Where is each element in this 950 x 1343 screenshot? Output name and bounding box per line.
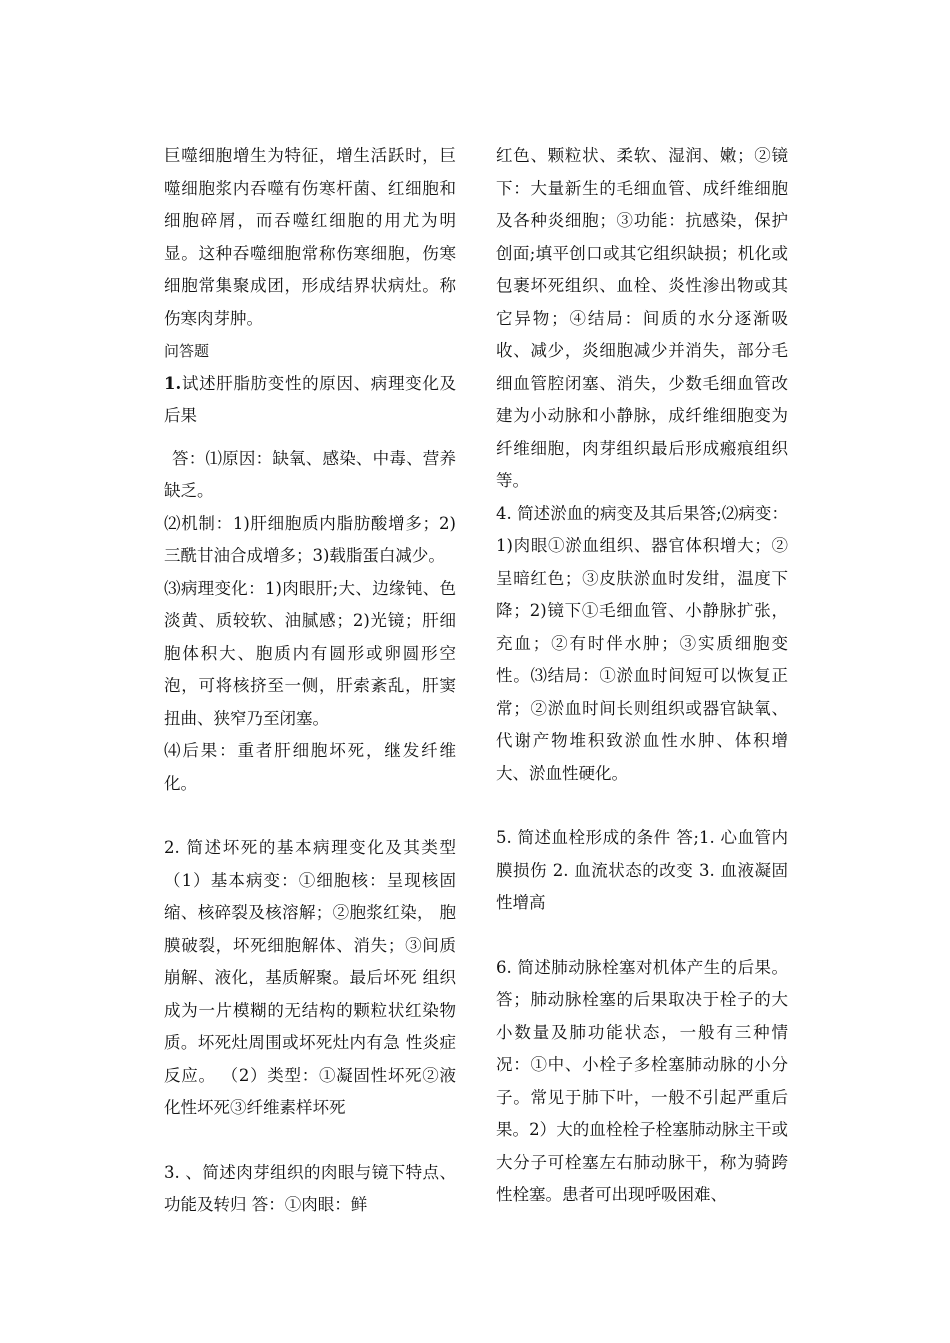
spacer: [496, 920, 788, 952]
left-column: [164, 140, 456, 1222]
question-3: 3. 、简述肉芽组织的肉眼与镜下特点、功能及转归 答：①肉眼：鲜: [164, 1162, 456, 1214]
intro-paragraph: 巨噬细胞增生为特征，增生活跃时，巨噬细胞浆内吞噬有伤寒杆菌、红细胞和细胞碎屑，而吞噬红细胞的用尤为明显。这种吞噬细胞常称伤寒细胞，伤寒细胞常集聚成团，形成结界状病灶。称伤寒肉芽肿。: [164, 146, 456, 328]
question-1-number: 1.: [164, 373, 182, 393]
question-1-answer-outcome: ⑷后果：重者肝细胞坏死，继发纤维化。: [164, 741, 456, 793]
question-3-continued: 红色、颗粒状、柔软、湿润、嫩；②镜下：大量新生的毛细血管、成纤维细胞及各种炎细胞；③功能：抗感染，保护创面;填平创口或其它组织缺损；机化或包裹坏死组织、血栓、炎性渗出物或其它异物；④结局：间质的水分逐渐吸收、减少，炎细胞减少并消失，部分毛细血管腔闭塞、消失，少数毛细血管改建为小动脉和小静脉，成纤维细胞变为纤维细胞，肉芽组织最后形成瘢痕组织等。: [496, 146, 788, 490]
right-column: [496, 140, 788, 1212]
question-1-title: [164, 368, 456, 433]
spacer: [164, 1125, 456, 1157]
question-4: 4. 简述淤血的病变及其后果答;⑵病变：1)肉眼①淤血组织、器官体积增大；②呈暗红色；③皮肤淤血时发绀，温度下降；2)镜下①毛细血管、小静脉扩张，充血；②有时伴水肿；③实质细胞变性。⑶结局：①淤血时间短可以恢复正常；②淤血时间长则组织或器官缺氧、代谢产物堆积致淤血性水肿、体积增大、淤血性硬化。: [496, 503, 788, 783]
spacer: [496, 790, 788, 822]
section-heading: 问答题: [164, 342, 210, 360]
question-1-answer-pathology: ⑶病理变化：1)肉眼肝;大、边缘钝、色淡黄、质较软、油腻感；2)光镜；肝细胞体积大、胞质内有圆形或卵圆形空泡，可将核挤至一侧，肝索紊乱，肝窦扭曲、狭窄乃至闭塞。: [164, 578, 456, 728]
question-5: 5. 简述血栓形成的条件 答;1. 心血管内膜损伤 2. 血流状态的改变 3. 血液凝固性增高: [496, 828, 788, 912]
question-1-answer-cause: 答：⑴原因：缺氧、感染、中毒、营养缺乏。: [164, 448, 456, 500]
question-2: 2. 简述坏死的基本病理变化及其类型（1）基本病变：①细胞核：呈现核固缩、核碎裂及核溶解；②胞浆红染， 胞膜破裂，坏死细胞解体、消失；③间质崩解、液化，基质解聚。最后坏死 组织成为一片模糊的无结构的颗粒状红染物质。坏死灶周围或坏死灶内有急 性炎症反应。 （2）类型：①凝固性坏死②液化性坏死③纤维素样坏死: [164, 838, 456, 1117]
spacer: [164, 433, 456, 443]
question-1-title-text: 试述肝脂肪变性的原因、病理变化及后果: [164, 373, 456, 425]
spacer: [164, 800, 456, 832]
question-6: 6. 简述肺动脉栓塞对机体产生的后果。答；肺动脉栓塞的后果取决于栓子的大小数量及肺功能状态，一般有三种情况：①中、小栓子多栓塞肺动脉的小分子。常见于肺下叶，一般不引起严重后果。2）大的血栓栓子栓塞肺动脉主干或大分子可栓塞左右肺动脉干，称为骑跨性栓塞。患者可出现呼吸困难、: [496, 957, 788, 1204]
question-1-answer-mechanism: ⑵机制：1)肝细胞质内脂肪酸增多；2)三酰甘油合成增多；3)载脂蛋白减少。: [164, 513, 456, 565]
